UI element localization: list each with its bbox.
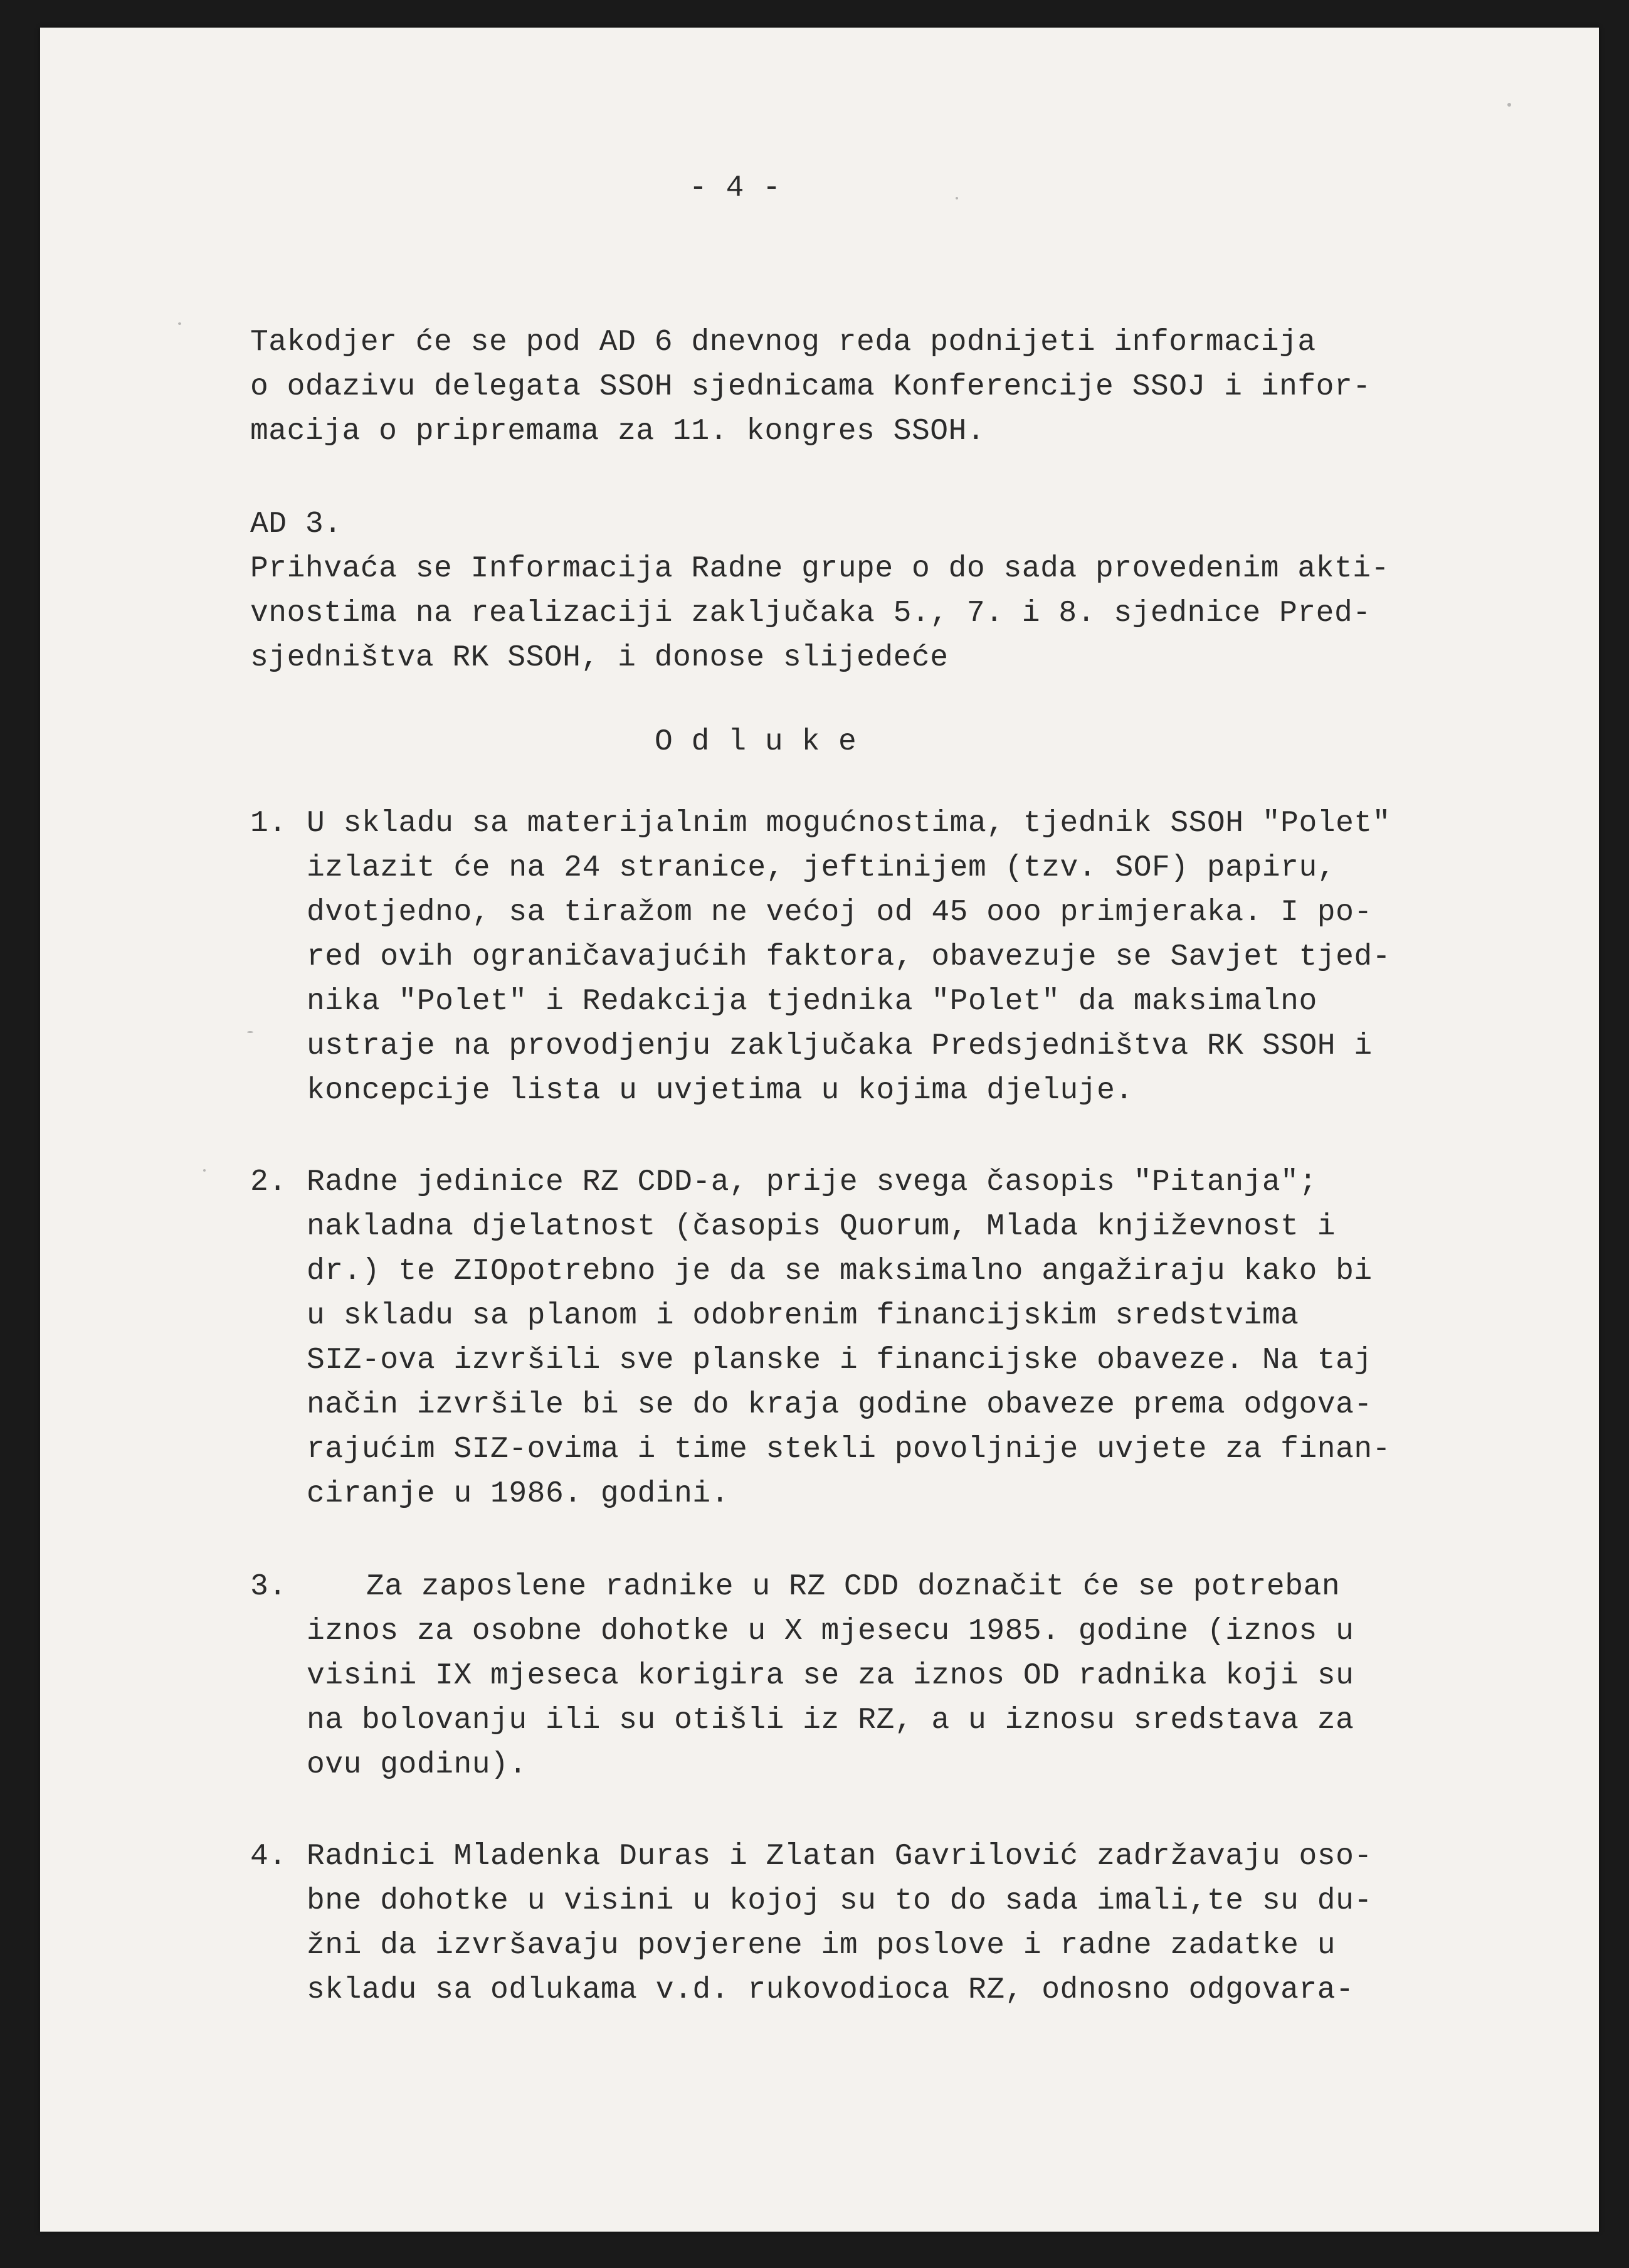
ad3-line: Prihvaća se Informacija Radne grupe o do sada provedenim akti- (250, 552, 1389, 586)
intro-line: o odazivu delegata SSOH sjednicama Konferencije SSOJ i infor- (250, 370, 1371, 404)
item-line: iznos za osobne dohotke u X mjesecu 1985. godine (iznos u (307, 1614, 1354, 1648)
item-line: žni da izvršavaju povjerene im poslove i radne zadatke u (307, 1929, 1336, 1963)
ad3-line: sjedništva RK SSOH, i donose slijedeće (250, 641, 949, 675)
ad3-line: vnostima na realizaciji zaključaka 5., 7. i 8. sjednice Pred- (250, 596, 1371, 630)
item-line: U skladu sa materijalnim mogućnostima, tjednik SSOH "Polet" (307, 807, 1391, 840)
item-line: SIZ-ova izvršili sve planske i financijske obaveze. Na taj (307, 1343, 1373, 1377)
item-number: 3. (250, 1570, 287, 1604)
item-line: bne dohotke u visini u kojoj su to do sada imali,te su du- (307, 1884, 1373, 1918)
item-line: nakladna djelatnost (časopis Quorum, Mlada književnost i (307, 1210, 1336, 1244)
item-number: 1. (250, 807, 287, 840)
intro-line: Takodjer će se pod AD 6 dnevnog reda podnijeti informacija (250, 326, 1316, 359)
item-line: ustraje na provodjenju zaključaka Predsjedništva RK SSOH i (307, 1029, 1373, 1063)
paper-speck (1507, 103, 1511, 107)
item-line: Radnici Mladenka Duras i Zlatan Gavrilović zadržavaju oso- (307, 1840, 1373, 1873)
paper-speck (956, 197, 958, 199)
item-line: dr.) te ZIOpotrebno je da se maksimalno angažiraju kako bi (307, 1254, 1373, 1288)
item-line: dvotjedno, sa tiražom ne većoj od 45 ooo primjeraka. I po- (307, 896, 1373, 930)
item-line: u skladu sa planom i odobrenim financijskim sredstvima (307, 1299, 1299, 1333)
paper-speck (203, 1169, 206, 1172)
item-line: rajućim SIZ-ovima i time stekli povoljnije uvjete za finan- (307, 1433, 1391, 1466)
odluke-title: O d l u k e (655, 725, 857, 759)
paper-speck (178, 322, 181, 325)
item-line: način izvršile bi se do kraja godine obaveze prema odgova- (307, 1388, 1373, 1422)
paper-speck (247, 1031, 253, 1033)
item-line: ovu godinu). (307, 1748, 527, 1782)
page-number: - 4 - (689, 171, 781, 205)
item-line: ciranje u 1986. godini. (307, 1477, 730, 1511)
document-page (40, 28, 1599, 2232)
item-line: na bolovanju ili su otišli iz RZ, a u iznosu sredstava za (307, 1704, 1354, 1737)
item-number: 2. (250, 1165, 287, 1199)
item-line: skladu sa odlukama v.d. rukovodioca RZ, odnosno odgovara- (307, 1973, 1354, 2007)
ad3-heading: AD 3. (250, 507, 342, 541)
item-line: izlazit će na 24 stranice, jeftinijem (tzv. SOF) papiru, (307, 851, 1336, 885)
item-line: koncepcije lista u uvjetima u kojima djeluje. (307, 1074, 1134, 1108)
item-line: Radne jedinice RZ CDD-a, prije svega časopis "Pitanja"; (307, 1165, 1317, 1199)
item-number: 4. (250, 1840, 287, 1873)
item-line: Za zaposlene radnike u RZ CDD doznačit će se potreban (366, 1570, 1341, 1604)
item-line: red ovih ograničavajućih faktora, obavezuje se Savjet tjed- (307, 940, 1391, 974)
item-line: nika "Polet" i Redakcija tjednika "Polet" da maksimalno (307, 985, 1317, 1019)
intro-line: macija o pripremama za 11. kongres SSOH. (250, 415, 986, 448)
item-line: visini IX mjeseca korigira se za iznos OD radnika koji su (307, 1659, 1354, 1693)
